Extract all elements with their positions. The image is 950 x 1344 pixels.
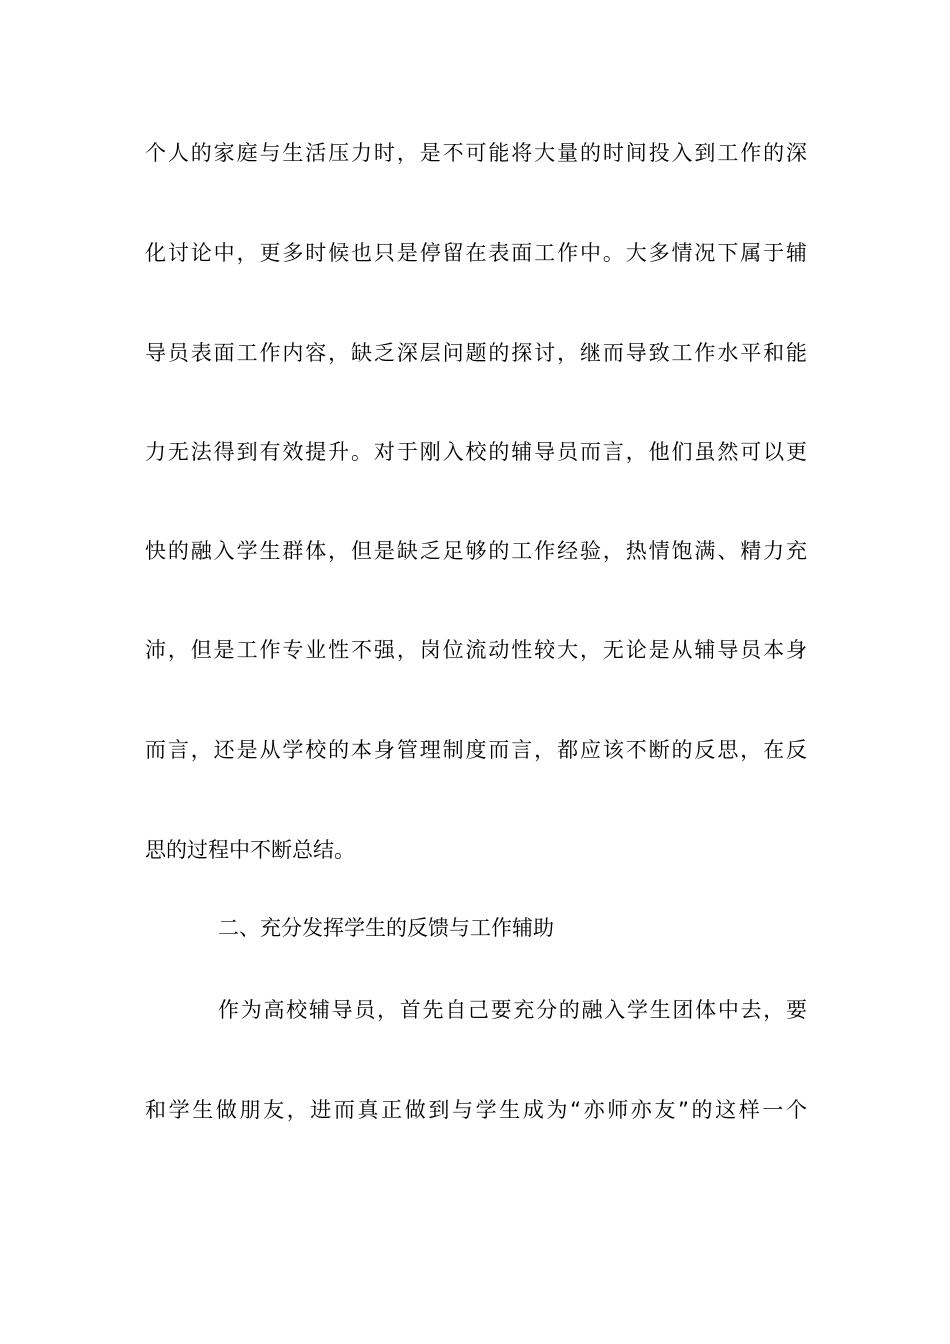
paragraph-line: 和学生做朋友，进而真正做到与学生成为“亦师亦友”的这样一个 [145,1098,807,1122]
paragraph-line: 而言，还是从学校的本身管理制度而言，都应该不断的反思，在反 [145,738,807,762]
section-heading: 二、充分发挥学生的反馈与工作辅助 [218,916,554,940]
paragraph-line: 快的融入学生群体，但是缺乏足够的工作经验，热情饱满、精力充 [145,539,807,563]
paragraph-line: 个人的家庭与生活压力时，是不可能将大量的时间投入到工作的深 [145,141,807,165]
paragraph-line: 力无法得到有效提升。对于刚入校的辅导员而言，他们虽然可以更 [145,440,807,464]
paragraph-line: 沛，但是工作专业性不强，岗位流动性较大，无论是从辅导员本身 [145,638,807,662]
paragraph-line: 导员表面工作内容，缺乏深层问题的探讨，继而导致工作水平和能 [145,341,807,365]
paragraph-line: 化讨论中，更多时候也只是停留在表面工作中。大多情况下属于辅 [145,241,807,265]
paragraph-line: 作为高校辅导员，首先自己要充分的融入学生团体中去，要 [218,998,807,1022]
paragraph-line: 思的过程中不断总结。 [145,838,355,862]
